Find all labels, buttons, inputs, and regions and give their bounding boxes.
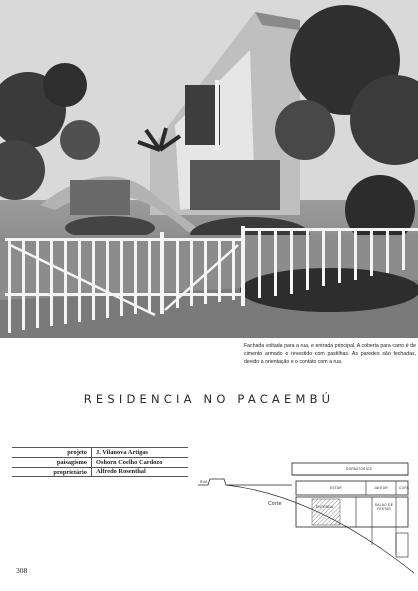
- room-label-dormitorios: DORMITORIOS: [346, 467, 373, 471]
- credit-label: paisagismo: [12, 458, 92, 467]
- street-label: RUA: [200, 480, 208, 484]
- room-label-salao: SALAO DE FESTAS: [374, 503, 394, 511]
- photo-caption: Fachada voltada para a rua, e entrada principal. A coberta para carro é de cimento armado e revestido com pastilhas. As paredes são fechadas, devido a orientação e o contato com a rua.: [244, 343, 416, 366]
- credit-label: projeto: [12, 448, 92, 457]
- section-diagram: [196, 455, 414, 575]
- credit-row-projeto: [12, 447, 188, 457]
- credit-value: Oshorn Coelho Cardozo: [96, 458, 163, 466]
- credit-row-proprietario: [12, 467, 188, 477]
- credit-value: Alfredo Rosenthal: [96, 468, 146, 475]
- room-label-entrada: ENTRADA: [316, 505, 334, 509]
- room-label-copa: COPA: [399, 486, 409, 490]
- credit-row-paisagismo: [12, 457, 188, 467]
- page-number: 308: [16, 566, 28, 575]
- page-title: RESIDENCIA NO PACAEMBÚ: [83, 392, 335, 406]
- section-drawing: [196, 455, 414, 575]
- credit-label: proprietário: [12, 468, 92, 476]
- section-label-corte: Corte: [268, 501, 282, 507]
- room-label-jantar: JANTAR: [374, 486, 388, 490]
- room-label-estar: ESTAR: [330, 486, 342, 490]
- credit-value: J. Vilanova Artigas: [96, 448, 149, 456]
- credits-table: [12, 447, 188, 477]
